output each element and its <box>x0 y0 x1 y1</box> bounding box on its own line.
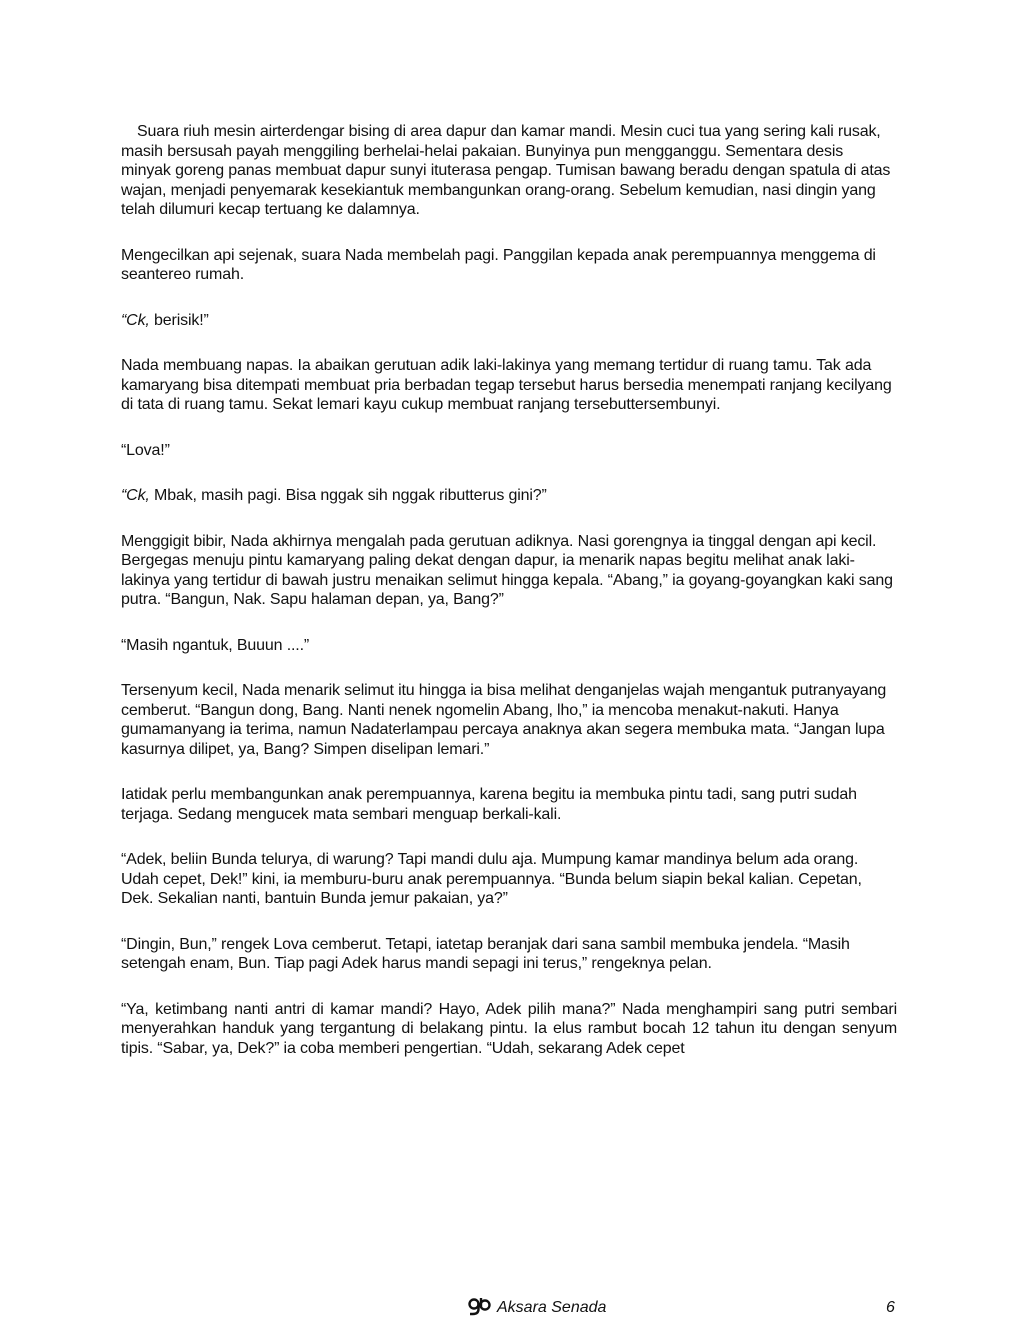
dialogue-paragraph: “Adek, beliin Bunda telurya, di warung? Tapi mandi dulu aja. Mumpung kamar mandinya belum ada orang. Udah cepet, Dek!” kini, ia memburu-buru anak perempuannya. “Bunda belum siapin bekal kalian. Cepetan, Dek. Sekalian nanti, bantuin Bunda jemur pakaian, ya?” <box>121 851 862 907</box>
dialogue-paragraph <box>121 486 897 506</box>
paragraph: Suara riuh mesin airterdengar bising di area dapur dan kamar mandi. Mesin cuci tua yang sering kali rusak, masih bersusah payah menggiling berhelai-helai pakaian. Bunyinya pun mengganggu. Sementara desis minyak goreng panas membuat dapur sunyi ituterasa pengap. Tumisan bawang beradu dengan spatula di atas wajan, menjadi penyemarak kesekiantuk membangunkan orang-orang. Sebelum kemudian, nasi dingin yang telah dilumuri kecap tertuang ke dalamnya. <box>121 123 891 218</box>
dialogue-text: Mbak, masih pagi. Bisa nggak sih nggak ributterus gini?” <box>149 487 547 504</box>
dialogue-paragraph: “Dingin, Bun,” rengek Lova cemberut. Tetapi, iatetap beranjak dari sana sambil membuka jendela. “Masih setengah enam, Bun. Tiap pagi Adek harus mandi sepagi ini terus,” rengeknya pelan. <box>121 935 850 972</box>
paragraph: Mengecilkan api sejenak, suara Nada membelah pagi. Panggilan kepada anak perempuannya menggema di seantereo rumah. <box>121 246 876 283</box>
page-footer <box>0 1297 1020 1323</box>
dialogue-paragraph: “Masih ngantuk, Buuun ....” <box>121 636 310 654</box>
gb-publisher-logo-icon <box>467 1297 491 1317</box>
italic-exclamation: “Ck, <box>121 487 150 504</box>
paragraph: Tersenyum kecil, Nada menarik selimut itu hingga ia bisa melihat denganjelas wajah mengantuk putranyayang cemberut. “Bangun dong, Bang. Nanti nenek ngomelin Abang, lho,” ia mencoba menakut-nakuti. Hanya gumamanyang ia terima, namun Nadaterlampau percaya anaknya akan segera membuka mata. “Jangan lupa kasurnya dilipet, ya, Bang? Simpen diselipan lemari.” <box>121 682 887 758</box>
paragraph: Iatidak perlu membangunkan anak perempuannya, karena begitu ia membuka pintu tadi, sang putri sudah terjaga. Sedang mengucek mata sembari menguap berkali-kali. <box>121 786 857 823</box>
dialogue-text: berisik!” <box>149 311 209 329</box>
dialogue-paragraph <box>121 311 897 331</box>
paragraph: Menggigit bibir, Nada akhirnya mengalah pada gerutuan adiknya. Nasi gorengnya ia tinggal dengan api kecil. Bergegas menuju pintu kamaryang paling dekat dengan dapur, ia menarik napas begitu melihat anak laki-lakinya yang tertidur di bawah justru menaikan selimut hingga kepala. “Abang,” ia goyang-goyangkan kaki sang putra. “Bangun, Nak. Sapu halaman depan, ya, Bang?” <box>121 532 893 608</box>
paragraph: Nada membuang napas. Ia abaikan gerutuan adik laki-lakinya yang memang tertidur di ruang tamu. Tak ada kamaryang bisa ditempati membuat pria berbadan tegap tersebut harus bersedia menempati ranjang kecilyang di tata di ruang tamu. Sekat lemari kayu cukup membuat ranjang tersebuttersembunyi. <box>121 357 892 413</box>
dialogue-paragraph: “Lova!” <box>121 441 170 459</box>
document-body <box>121 122 897 1058</box>
page-number: 6 <box>886 1299 895 1316</box>
italic-exclamation: “Ck, <box>121 311 150 329</box>
book-title: Aksara Senada <box>497 1299 607 1316</box>
dialogue-paragraph: “Ya, ketimbang nanti antri di kamar mandi? Hayo, Adek pilih mana?” Nada menghampiri sang putri sembari menyerahkan handuk yang tergantung di belakang pintu. Ia elus rambut bocah 12 tahun itu dengan senyum tipis. “Sabar, ya, Dek?” ia coba memberi pengertian. “Udah, sekarang Adek cepet <box>121 1000 897 1057</box>
